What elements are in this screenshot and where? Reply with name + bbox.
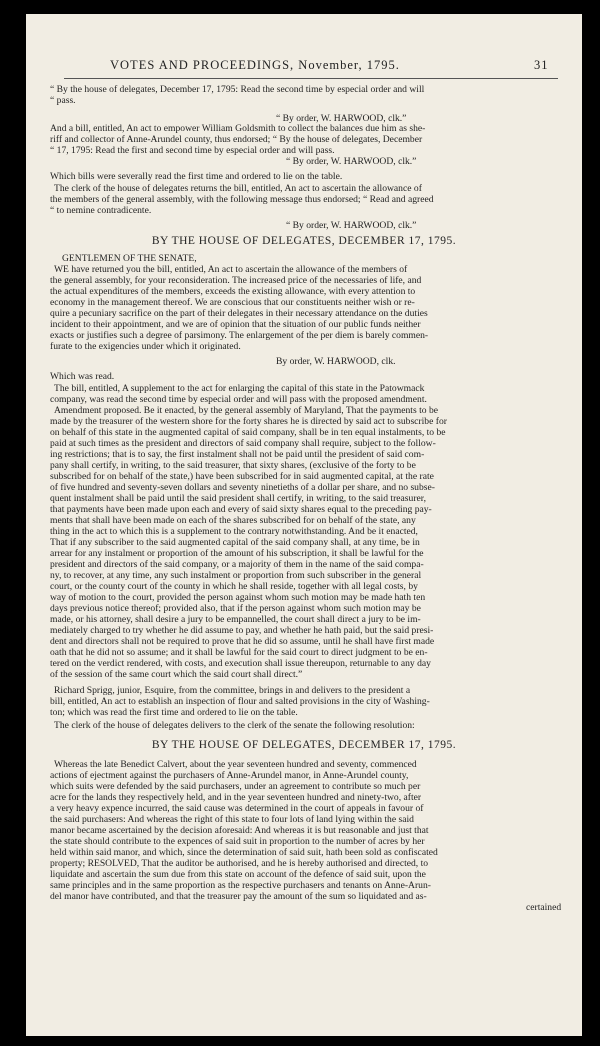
text-line: ny, to recover, at any time, any such instalment or proportion from such subscriber in the general (50, 570, 422, 581)
text-line: The bill, entitled, A supplement to the act for enlarging the capital of this state in the Patowmack (54, 383, 425, 394)
text-line: which suits were defended by the said purchasers, under an agreement to contribute so much per (50, 781, 421, 792)
text-line: quire a pecuniary sacrifice on the part of their delegates in their necessary attendance on the duties (50, 308, 428, 319)
text-line: held within said manor, and which, since the determination of said suit, hath been sold as confiscated (50, 847, 438, 858)
text-line: exacts or justifies such a degree of parsimony. The enlargement of the per diem is barely commen- (50, 330, 429, 341)
text-line: quent instalment shall be paid until the said president shall certify, in writing, to the said treasurer, (50, 493, 426, 504)
text-line: WE have returned you the bill, entitled, An act to ascertain the allowance of the members of (54, 264, 408, 275)
text-line: way of motion to the court, provided the person against whom such motion may be made hath ten (50, 592, 426, 603)
text-line: riff and collector of Anne-Arundel county, thus endorsed; “ By the house of delegates, December (50, 134, 423, 145)
text-line: of five hundred and seventy-seven dollars and seventy ninetieths of a dollar per share, and no subse- (50, 482, 435, 493)
text-line: incident to their appointment, and we are of opinion that the situation of our public funds neither (50, 319, 421, 330)
text-line: the said purchasers: And whereas the right of this state to four lots of land lying within the said (50, 814, 414, 825)
text-line: “ pass. (50, 95, 76, 106)
text-line: BY THE HOUSE OF DELEGATES, DECEMBER 17, 1795. (151, 235, 457, 247)
text-line: tered on the verdict rendered, with costs, and execution shall issue thereupon, returnable to any day (50, 658, 431, 669)
text-line: The clerk of the house of delegates returns the bill, entitled, An act to ascertain the allowance of (54, 183, 422, 194)
text-line: GENTLEMEN OF THE SENATE, (62, 253, 197, 264)
text-line: “ 17, 1795: Read the first and second time by especial order and will pass. (50, 145, 335, 156)
text-line: Amendment proposed. Be it enacted, by the general assembly of Maryland, That the payments to be (54, 405, 438, 416)
text-line: thing in the act to which this is a supplement to the contrary notwithstanding. And be it enacted, (50, 526, 418, 537)
text-line: company, was read the second time by especial order and will pass with the proposed amendment. (50, 394, 427, 405)
text-line: Whereas the late Benedict Calvert, about the year seventeen hundred and seventy, commenced (54, 759, 417, 770)
text-line: “ By order, W. HARWOOD, clk.” (276, 113, 407, 124)
text-line: “ By order, W. HARWOOD, clk.” (286, 156, 417, 167)
text-line: dent and directors shall not be required to prove that he did so assume, until he shall have first made (50, 636, 435, 647)
text-line: BY THE HOUSE OF DELEGATES, DECEMBER 17, 1795. (151, 739, 457, 751)
text-line: liquidate and ascertain the sum due from this state on account of the defence of said suit, upon the (50, 869, 426, 880)
text-line: ton; which was read the first time and ordered to lie on the table. (50, 707, 298, 718)
text-line: “ By order, W. HARWOOD, clk.” (286, 220, 417, 231)
text-line: the general assembly, for your reconsideration. The increased price of the necessaries of life, and (50, 275, 422, 286)
text-line: a very heavy expence incurred, the said cause was determined in the court of appeals in favour of (50, 803, 424, 814)
text-line: paid at such times as the president and directors of said company shall require, subject to the follow- (50, 438, 436, 449)
text-line: pany shall certify, in writing, to the said treasurer, that sixty shares, (exclusive of the forty to be (50, 460, 416, 471)
text-line: court, or the county court of the county in which he shall reside, together with all legal costs, by (50, 581, 418, 592)
text-line: on behalf of this state in the augmented capital of said company, shall be in ten equal instalments, to be (50, 427, 446, 438)
text-line: made, or his attorney, shall desire a jury to be empannelled, the court shall direct a jury to be im- (50, 614, 421, 625)
text-line: Which bills were severally read the first time and ordered to lie on the table. (50, 171, 343, 182)
text-line: Which was read. (50, 371, 115, 382)
text-line: the actual expenditures of the members, exceeds the existing allowance, with every attention to (50, 286, 416, 297)
text-line: The clerk of the house of delegates delivers to the clerk of the senate the following resolution: (54, 720, 415, 731)
header-rule (64, 78, 558, 79)
text-line: By order, W. HARWOOD, clk. (276, 356, 396, 367)
text-line: made by the treasurer of the western shore for the forty shares he is directed by said act to subscribe for (50, 416, 447, 427)
text-line: And a bill, entitled, An act to empower William Goldsmith to collect the balances due him as she- (50, 123, 426, 134)
text-line: days previous notice thereof; provided also, that if the person against whom such motion may be (50, 603, 421, 614)
text-line: bill, entitled, An act to establish an inspection of flour and salted provisions in the city of Washing- (50, 696, 430, 707)
text-line: “ to nemine contradicente. (50, 205, 152, 216)
text-line: mediately charged to try whether he did assume to pay, and whether he hath paid, but the said presi- (50, 625, 434, 636)
text-line: del manor have contributed, and that the treasurer pay the amount of the sum so liquidated and as- (50, 891, 427, 902)
text-line: president and directors of the said company, or a majority of them in the name of the said compa- (50, 559, 424, 570)
text-line: property; RESOLVED, That the auditor be authorised, and he is hereby authorised and directed, to (50, 858, 429, 869)
text-line: oath that he did not so assume; and it shall be lawful for the said court to direct judgment to be en- (50, 647, 428, 658)
text-line: That if any subscriber to the said augmented capital of the said company shall, at any time, be in (50, 537, 420, 548)
text-line: ments that shall have been made on each of the shares subscribed for on behalf of the state, any (50, 515, 416, 526)
text-line: acre for the lands they respectively held, and in the year seventeen hundred and ninety-two, after (50, 792, 422, 803)
running-title: VOTES AND PROCEEDINGS, November, 1795. (110, 58, 400, 72)
text-line: that payments have been made upon each and every of said sixty shares equal to the preceding pay- (50, 504, 432, 515)
text-line: economy in the management thereof. We are conscious that our constituents neither wish or re- (50, 297, 415, 308)
text-line: certained (526, 902, 562, 913)
text-line: actions of ejectment against the purchasers of Anne-Arundel manor, in Anne-Arundel county, (50, 770, 409, 781)
text-line: of the session of the same court which the said court shall direct.” (50, 669, 303, 680)
text-line: furate to the exigencies under which it originated. (50, 341, 241, 352)
text-line: same principles and in the same proportion as the respective purchasers and tenants on Anne-Arun- (50, 880, 431, 891)
text-line: the members of the general assembly, with the following message thus endorsed; “ Read and agreed (50, 194, 434, 205)
text-line: Richard Sprigg, junior, Esquire, from the committee, brings in and delivers to the president a (54, 685, 411, 696)
text-line: ing restrictions; that is to say, the first instalment shall not be paid until the president of said com- (50, 449, 425, 460)
text-line: arrear for any instalment or proportion of the amount of his subscription, it shall be lawful for the (50, 548, 424, 559)
document-page (26, 14, 582, 1036)
text-line: subscribed for on behalf of the state,) have been subscribed for in said augmented capital, at the rate (50, 471, 434, 482)
page-number: 31 (534, 58, 549, 72)
text-line: manor became ascertained by the decision aforesaid: And whereas it is but reasonable and just that (50, 825, 429, 836)
text-line: “ By the house of delegates, December 17, 1795: Read the second time by especial order and will (50, 84, 425, 95)
text-line: the state should contribute to the expences of said suit in proportion to the number of acres by her (50, 836, 425, 847)
